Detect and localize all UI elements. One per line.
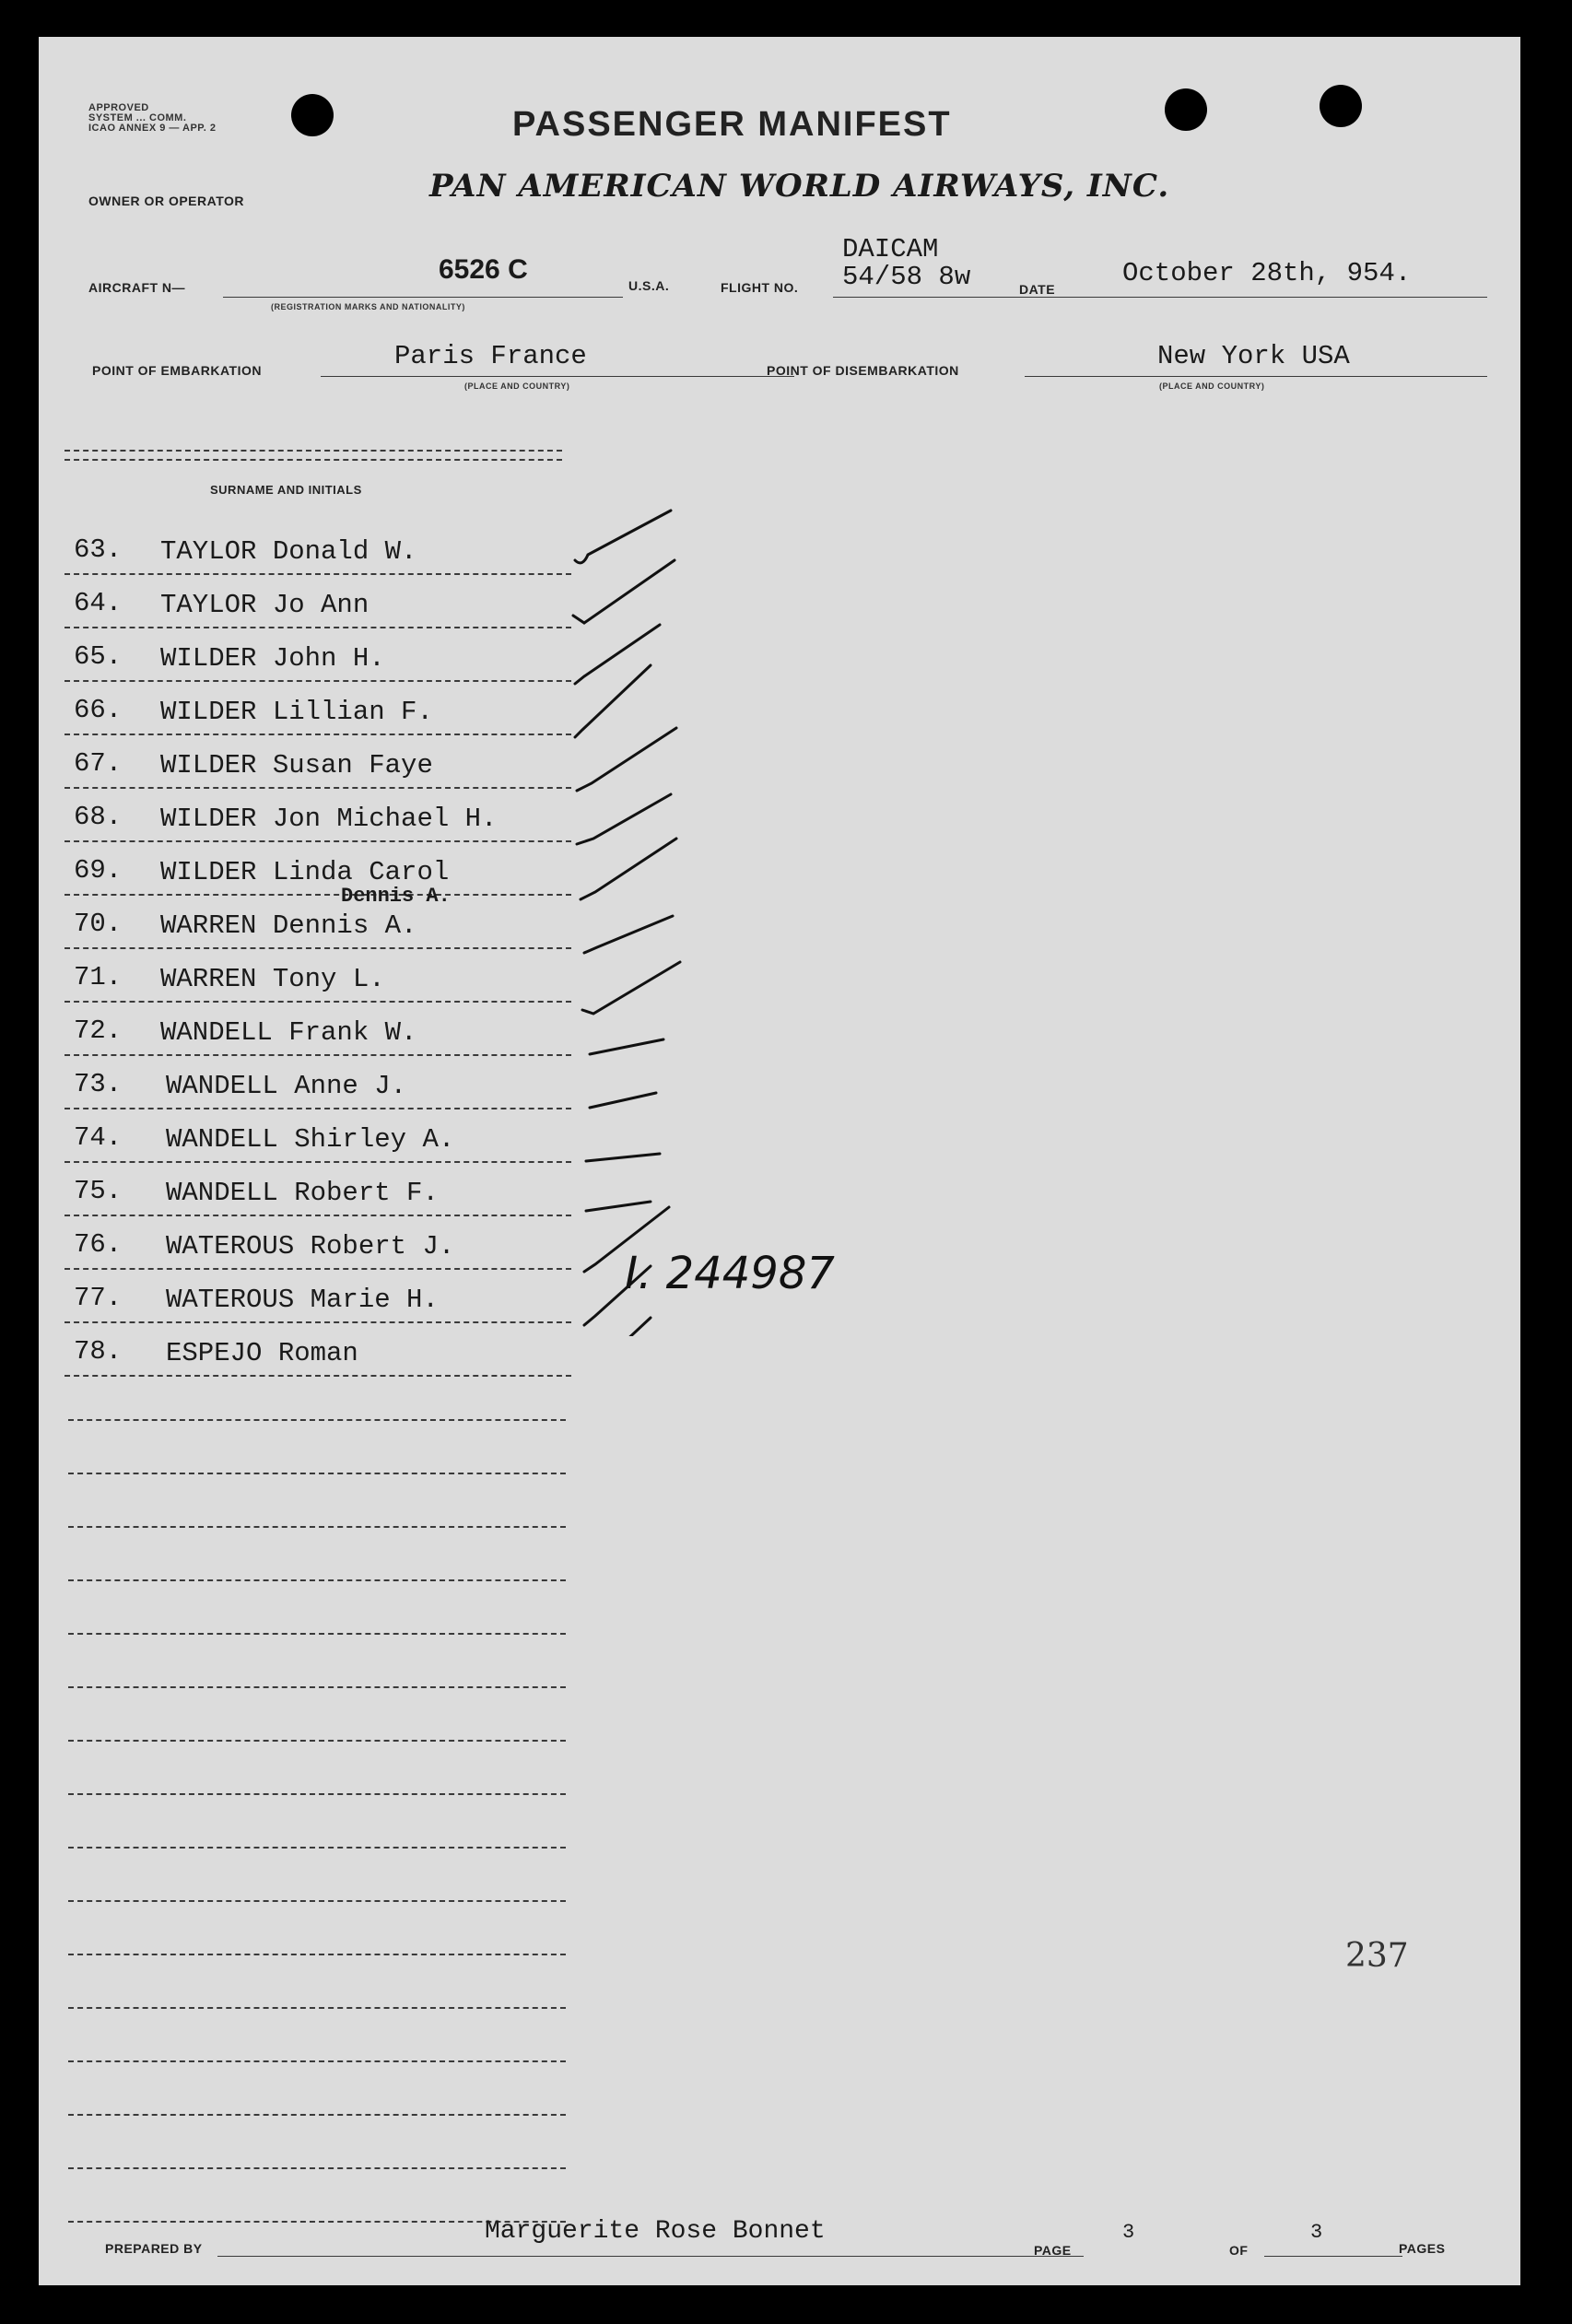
- passenger-number: 71.: [74, 962, 123, 992]
- passenger-name: WILDER Susan Faye: [160, 750, 433, 781]
- of-underline: [1264, 2256, 1402, 2257]
- list-item: [65, 1325, 571, 1379]
- passenger-name: WILDER John H.: [160, 643, 385, 674]
- date-label: DATE: [1019, 282, 1056, 297]
- list-item: [65, 791, 571, 844]
- flight-underline: [833, 297, 1063, 298]
- embark-value: Paris France: [394, 341, 587, 371]
- owner-value: PAN AMERICAN WORLD AIRWAYS, INC.: [429, 168, 1170, 205]
- blank-rule: [68, 2007, 566, 2009]
- list-item: [65, 577, 571, 630]
- row-rule: [65, 1321, 571, 1323]
- approval-note: [88, 103, 216, 134]
- row-rule: [65, 1161, 571, 1163]
- check-mark: [586, 1154, 660, 1161]
- owner-label: OWNER OR OPERATOR: [88, 194, 244, 208]
- check-mark: [590, 1039, 663, 1054]
- embark-underline: [321, 376, 794, 377]
- row-rule: [65, 680, 571, 682]
- blank-rule: [68, 1633, 566, 1635]
- place-caption: (PLACE AND COUNTRY): [1159, 381, 1265, 391]
- passenger-list: [65, 523, 571, 1379]
- list-item: [65, 951, 571, 1004]
- list-item: [65, 1272, 571, 1325]
- check-mark: [582, 962, 680, 1014]
- passenger-number: 70.: [74, 909, 123, 939]
- row-rule: [65, 734, 571, 735]
- check-mark: [586, 1202, 651, 1211]
- list-item: [65, 885, 571, 951]
- check-mark: [575, 511, 671, 563]
- check-marks: [536, 470, 702, 1336]
- list-item: [65, 737, 571, 791]
- approval-line: ICAO ANNEX 9 — APP. 2: [88, 123, 217, 134]
- passenger-name: TAYLOR Donald W.: [160, 536, 417, 567]
- blank-rule: [68, 1847, 566, 1849]
- aircraft-underline: [223, 297, 623, 298]
- check-mark: [581, 839, 676, 899]
- manifest-sheet: [39, 37, 1520, 2285]
- list-item: [65, 1004, 571, 1058]
- passenger-name: WANDELL Robert F.: [166, 1178, 439, 1208]
- disembark-label: POINT OF DISEMBARKATION: [767, 363, 959, 378]
- flight-value: 54/58 8w: [842, 262, 971, 292]
- passenger-number: 67.: [74, 748, 123, 779]
- check-mark: [590, 1093, 656, 1108]
- passenger-number: 76.: [74, 1229, 123, 1260]
- document-title: PASSENGER MANIFEST: [512, 105, 952, 144]
- date-underline: [1063, 297, 1487, 298]
- passenger-number: 69.: [74, 855, 123, 886]
- check-mark: [573, 560, 675, 623]
- flight-label: FLIGHT NO.: [721, 280, 799, 295]
- check-mark: [577, 728, 676, 791]
- punch-hole: [1320, 85, 1362, 127]
- list-item: [65, 684, 571, 737]
- list-item: [65, 523, 571, 577]
- nationality: U.S.A.: [628, 278, 670, 293]
- passenger-name: WARREN Tony L.: [160, 964, 385, 994]
- blank-rule: [68, 1473, 566, 1474]
- of-label: OF: [1229, 2243, 1249, 2258]
- row-rule: [65, 627, 571, 628]
- prepared-underline: [217, 2256, 1084, 2257]
- blank-rule: [68, 1900, 566, 1902]
- of-value: 3: [1310, 2221, 1323, 2244]
- row-rule: [65, 840, 571, 842]
- aircraft-label: AIRCRAFT N—: [88, 280, 186, 295]
- list-item: [65, 844, 571, 898]
- passenger-number: 65.: [74, 641, 123, 672]
- passenger-number: 64.: [74, 588, 123, 618]
- approval-line: APPROVED: [88, 102, 149, 113]
- passenger-name: WARREN Dennis A.: [160, 910, 417, 941]
- row-rule: [65, 1108, 571, 1109]
- aircraft-value: 6526 C: [439, 254, 528, 285]
- punch-hole: [291, 94, 334, 136]
- check-mark: [584, 1318, 651, 1336]
- column-header: SURNAME AND INITIALS: [210, 483, 362, 497]
- blank-rule: [68, 2114, 566, 2116]
- list-item: [65, 1058, 571, 1111]
- passenger-name: WANDELL Frank W.: [160, 1017, 417, 1048]
- blank-rule: [68, 1686, 566, 1688]
- row-rule: [65, 573, 571, 575]
- row-rule: [65, 947, 571, 949]
- prepared-label: PREPARED BY: [105, 2241, 203, 2256]
- punch-hole: [1165, 88, 1207, 131]
- blank-rule: [68, 2167, 566, 2169]
- passenger-name: WATEROUS Marie H.: [166, 1285, 439, 1315]
- passenger-number: 75.: [74, 1176, 123, 1206]
- blank-rule: [68, 1954, 566, 1955]
- list-top-rule: [65, 459, 562, 461]
- passenger-number: 68.: [74, 802, 123, 832]
- passenger-number: 72.: [74, 1015, 123, 1046]
- embark-label: POINT OF EMBARKATION: [92, 363, 262, 378]
- row-rule: [65, 1215, 571, 1216]
- list-item: [65, 630, 571, 684]
- passenger-number: 74.: [74, 1122, 123, 1153]
- passenger-name: WANDELL Anne J.: [166, 1071, 407, 1101]
- blank-lines: [68, 1419, 566, 2274]
- name-correction: Dennis A.: [341, 885, 451, 908]
- blank-rule: [68, 2060, 566, 2062]
- pages-label: PAGES: [1399, 2241, 1446, 2256]
- passenger-name: WILDER Linda Carol: [160, 857, 450, 887]
- passenger-number: 78.: [74, 1336, 123, 1367]
- page-value: 3: [1122, 2221, 1135, 2244]
- passenger-name: WATEROUS Robert J.: [166, 1231, 455, 1262]
- row-rule: [65, 1054, 571, 1056]
- passenger-number: 66.: [74, 695, 123, 725]
- disembark-value: New York USA: [1157, 341, 1350, 371]
- row-rule: [65, 894, 571, 896]
- passenger-name: ESPEJO Roman: [166, 1338, 358, 1368]
- row-rule: [65, 787, 571, 789]
- passenger-name: WANDELL Shirley A.: [166, 1124, 455, 1155]
- passenger-name: TAYLOR Jo Ann: [160, 590, 370, 620]
- list-item: [65, 1165, 571, 1218]
- flight-code: DAICAM: [842, 234, 939, 264]
- prepared-value: Marguerite Rose Bonnet: [485, 2217, 826, 2246]
- date-value: October 28th, 954.: [1122, 258, 1412, 288]
- check-mark: [584, 916, 673, 953]
- row-rule: [65, 1375, 571, 1377]
- page-stamp: 237: [1345, 1937, 1409, 1975]
- disembark-underline: [1025, 376, 1487, 377]
- row-rule: [65, 1001, 571, 1003]
- blank-rule: [68, 1419, 566, 1421]
- list-top-rule: [65, 450, 562, 452]
- blank-rule: [68, 1740, 566, 1742]
- place-caption: (PLACE AND COUNTRY): [464, 381, 570, 391]
- passenger-name: WILDER Lillian F.: [160, 697, 433, 727]
- blank-rule: [68, 1579, 566, 1581]
- passenger-number: 63.: [74, 534, 123, 565]
- page-label: PAGE: [1034, 2243, 1072, 2258]
- passenger-number: 77.: [74, 1283, 123, 1313]
- check-mark: [577, 794, 671, 844]
- row-rule: [65, 1268, 571, 1270]
- registration-caption: (REGISTRATION MARKS AND NATIONALITY): [271, 302, 465, 311]
- blank-rule: [68, 1526, 566, 1528]
- passenger-name: WILDER Jon Michael H.: [160, 804, 498, 834]
- approval-line: SYSTEM ... COMM.: [88, 112, 187, 123]
- blank-rule: [68, 1793, 566, 1795]
- handwritten-note: I. 244987: [625, 1248, 835, 1299]
- check-mark: [575, 625, 660, 684]
- list-item: [65, 1218, 571, 1272]
- passenger-number: 73.: [74, 1069, 123, 1099]
- list-item: [65, 1111, 571, 1165]
